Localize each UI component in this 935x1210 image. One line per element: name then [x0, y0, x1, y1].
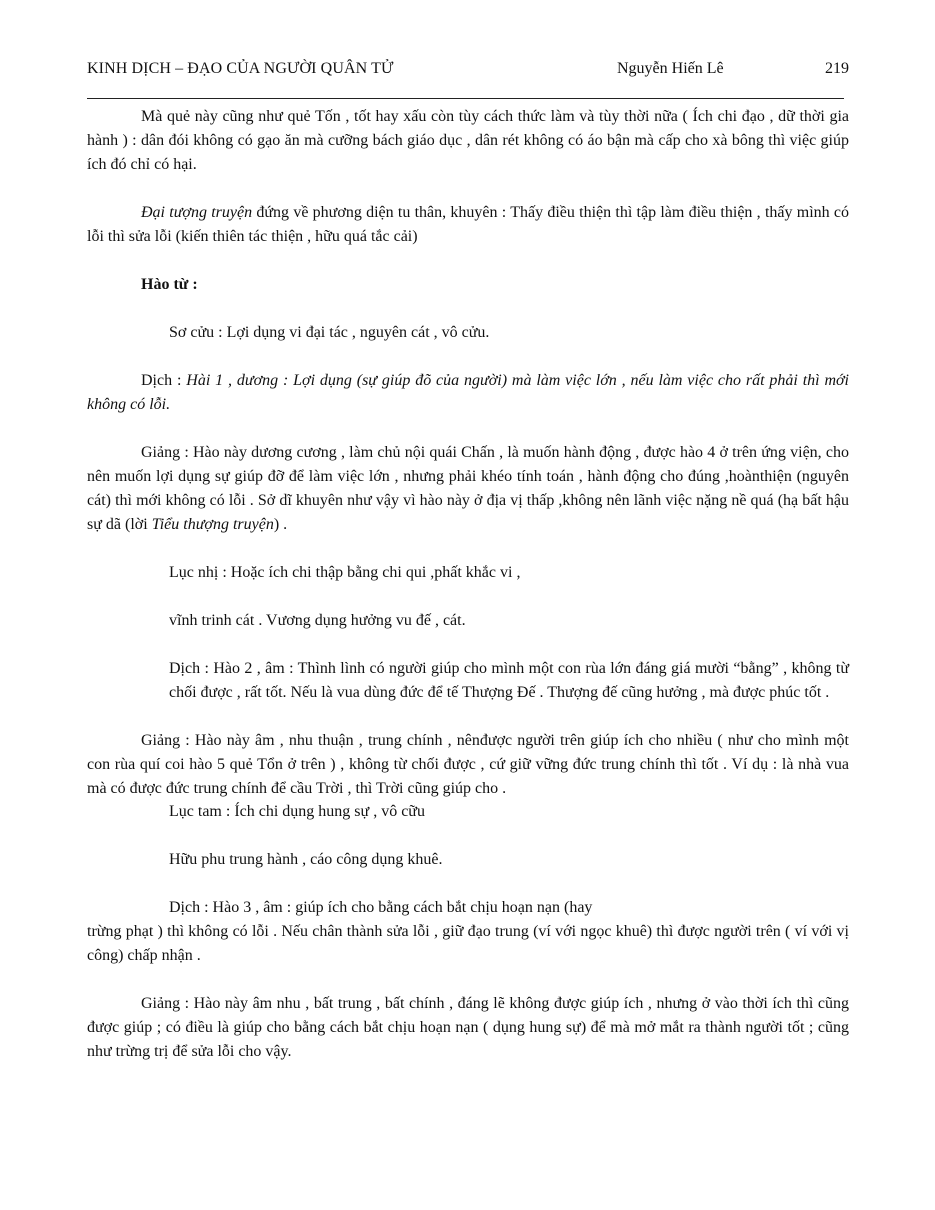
- giang-1-source: Tiểu thượng truyện: [151, 516, 274, 533]
- luc-tam-line-2: Hữu phu trung hành , cáo công dụng khuê.: [169, 851, 443, 868]
- hao-tu-heading: Hào từ :: [141, 276, 198, 293]
- luc-nhi-line-1: Lục nhị : Hoặc ích chi thập bằng chi qui ,phất khắc vi ,: [169, 564, 521, 581]
- header-rule: [87, 98, 844, 99]
- luc-tam-line-1: Lục tam : Ích chi dụng hung sự , vô cữu: [169, 803, 425, 820]
- giang-1-text: Giảng : Hào này dương cương , làm chủ nội quái Chấn , là muốn hành động , được hào 4 ở trên ứng viện, cho nên muốn lợi dụng sự giúp đỡ để làm việc lớn , nhưng phải khéo tính toán , hành động cho đúng ,hoànthiện (nguyên cát) thì mới không có lỗi . Sở dĩ khuyên như vậy vì hào này ở địa vị thấp ,không nên lãnh việc nặng nề quá (hạ bất hậu sự dã (lời: [87, 444, 849, 533]
- dich-1-label: Dịch :: [141, 372, 187, 389]
- paragraph-dai-tuong: [87, 201, 849, 249]
- dich-3-rest: trừng phạt ) thì không có lỗi . Nếu chân thành sửa lỗi , giữ đạo trung (ví với ngọc khuê) thì được người trên ( ví với vị công) chấp nhận .: [87, 923, 849, 964]
- dich-1: [87, 369, 849, 417]
- luc-nhi-line-2: vĩnh trinh cát . Vương dụng hưởng vu đế , cát.: [169, 612, 466, 629]
- dai-tuong-text: đứng về phương diện tu thân, khuyên : Thấy điều thiện thì tập làm điều thiện , thấy mình có lỗi thì sửa lỗi (kiến thiên tác thiện , hữu quá tắc cải): [87, 204, 850, 245]
- dich-1-text: Hài 1 , dương : Lợi dụng (sự giúp đõ của người) mà làm việc lớn , nếu làm việc cho rất phải thì mới không có lỗi.: [87, 372, 849, 413]
- book-title: KINH DỊCH – ĐẠO CỦA NGƯỜI QUÂN TỬ: [87, 60, 394, 77]
- giang-1: [87, 441, 849, 537]
- author-name: Nguyễn Hiến Lê: [617, 60, 724, 77]
- dich-2: Dịch : Hào 2 , âm : Thình lình có người giúp cho mình một con rùa lớn đáng giá mười “bằng” , không từ chối được , rất tốt. Nếu là vua dùng đức để tế Thượng Đế . Thượng đế cũng hưởng , mà được phúc tốt .: [169, 660, 849, 701]
- giang-1-end: ) .: [273, 516, 288, 533]
- giang-3: Giảng : Hào này âm nhu , bất trung , bất chính , đáng lẽ không được giúp ích , nhưng ở vào thời ích thì cũng được giúp ; có điều là giúp cho bằng cách bắt chịu hoạn nạn ( dụng hung sự) để mà mở mắt ra thành người tốt ; cũng như trừng trị để sửa lỗi cho vậy.: [87, 995, 849, 1060]
- page-number: 219: [825, 60, 849, 77]
- dich-3-first-line: Dịch : Hào 3 , âm : giúp ích cho bằng cách bắt chịu hoạn nạn (hay: [169, 899, 593, 916]
- so-cuu-line: Sơ cửu : Lợi dụng vi đại tác , nguyên cát , vô cửu.: [169, 324, 490, 341]
- dai-tuong-title: Đại tượng truyện: [141, 204, 253, 221]
- page-header: [87, 58, 849, 80]
- giang-2: Giảng : Hào này âm , nhu thuận , trung chính , nênđược người trên giúp ích cho nhiều ( như cho mình một con rùa quí coi hào 5 quẻ Tổn ở trên ) , không từ chối được , cứ giữ vững đức trung chính thì tốt . Ví dụ : là nhà vua mà có được đức trung chính để cầu Trời , thì Trời cũng giúp cho .: [87, 732, 849, 797]
- paragraph-intro: Mà quẻ này cũng như quẻ Tốn , tốt hay xấu còn tùy cách thức làm và tùy thời nữa ( Ích chi đạo , dữ thời gia hành ) : dân đói không có gạo ăn mà cưỡng bách giáo dục , dân rét không có áo bận mà cấp cho xà bông thì việc giúp ích đó chỉ có hại.: [87, 108, 849, 173]
